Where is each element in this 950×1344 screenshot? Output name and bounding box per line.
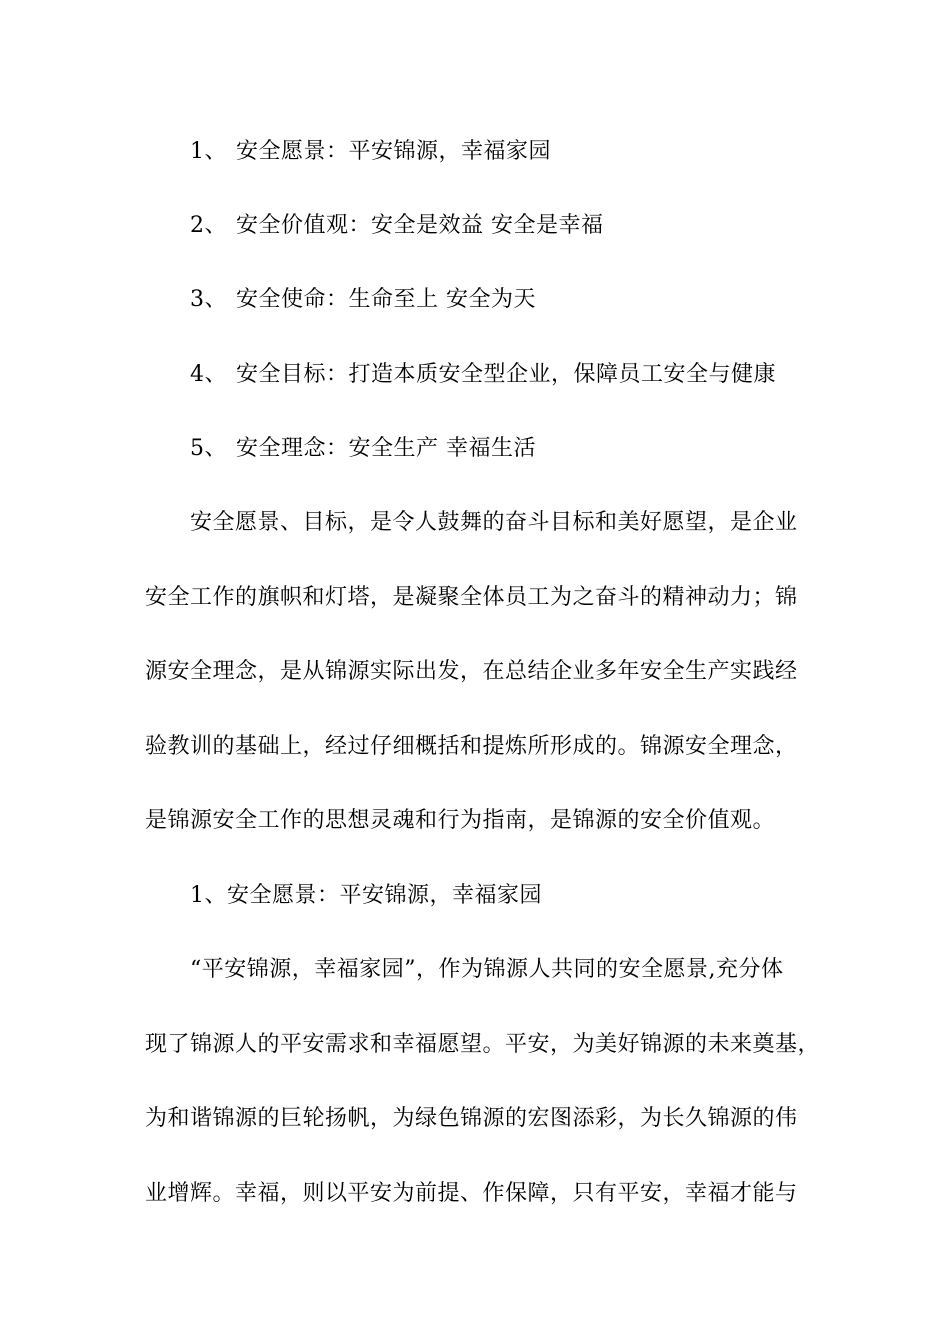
list-number: 4、 bbox=[190, 362, 227, 387]
paragraph-line: 业增辉。幸福，则以平安为前提、作保障，只有平安，幸福才能与 bbox=[145, 1181, 798, 1206]
paragraph-line: 现了锦源人的平安需求和幸福愿望。平安，为美好锦源的未来奠基， bbox=[145, 1032, 821, 1057]
list-text: 安全使命：生命至上 安全为天 bbox=[236, 287, 536, 312]
list-item-4 bbox=[190, 360, 776, 390]
paragraph-line: 安全愿景、目标，是令人鼓舞的奋斗目标和美好愿望，是企业 bbox=[190, 510, 798, 535]
list-text: 安全价值观：安全是效益 安全是幸福 bbox=[236, 213, 604, 238]
list-item-5 bbox=[190, 434, 536, 464]
list-item-3 bbox=[190, 285, 536, 315]
list-number: 1、 bbox=[190, 139, 227, 164]
section-heading: 1、安全愿景：平安锦源，幸福家园 bbox=[190, 883, 542, 908]
paragraph-line: 为和谐锦源的巨轮扬帆，为绿色锦源的宏图添彩，为长久锦源的伟 bbox=[145, 1106, 798, 1131]
paragraph-line: “平安锦源，幸福家园”，作为锦源人共同的安全愿景,充分体 bbox=[190, 957, 784, 982]
paragraph-line: 源安全理念，是从锦源实际出发，在总结企业多年安全生产实践经 bbox=[145, 659, 798, 684]
list-number: 2、 bbox=[190, 213, 227, 238]
list-text: 安全愿景：平安锦源，幸福家园 bbox=[236, 139, 552, 164]
paragraph-line: 验教训的基础上，经过仔细概括和提炼所形成的。锦源安全理念， bbox=[145, 734, 798, 759]
list-number: 3、 bbox=[190, 287, 227, 312]
paragraph-line: 是锦源安全工作的思想灵魂和行为指南，是锦源的安全价值观。 bbox=[145, 808, 776, 833]
list-item-2 bbox=[190, 211, 604, 241]
list-text: 安全目标：打造本质安全型企业，保障员工安全与健康 bbox=[236, 362, 777, 387]
list-number: 5、 bbox=[190, 436, 227, 461]
paragraph-line: 安全工作的旗帜和灯塔，是凝聚全体员工为之奋斗的精神动力；锦 bbox=[145, 585, 798, 610]
list-item-1 bbox=[190, 137, 551, 167]
list-text: 安全理念：安全生产 幸福生活 bbox=[236, 436, 536, 461]
